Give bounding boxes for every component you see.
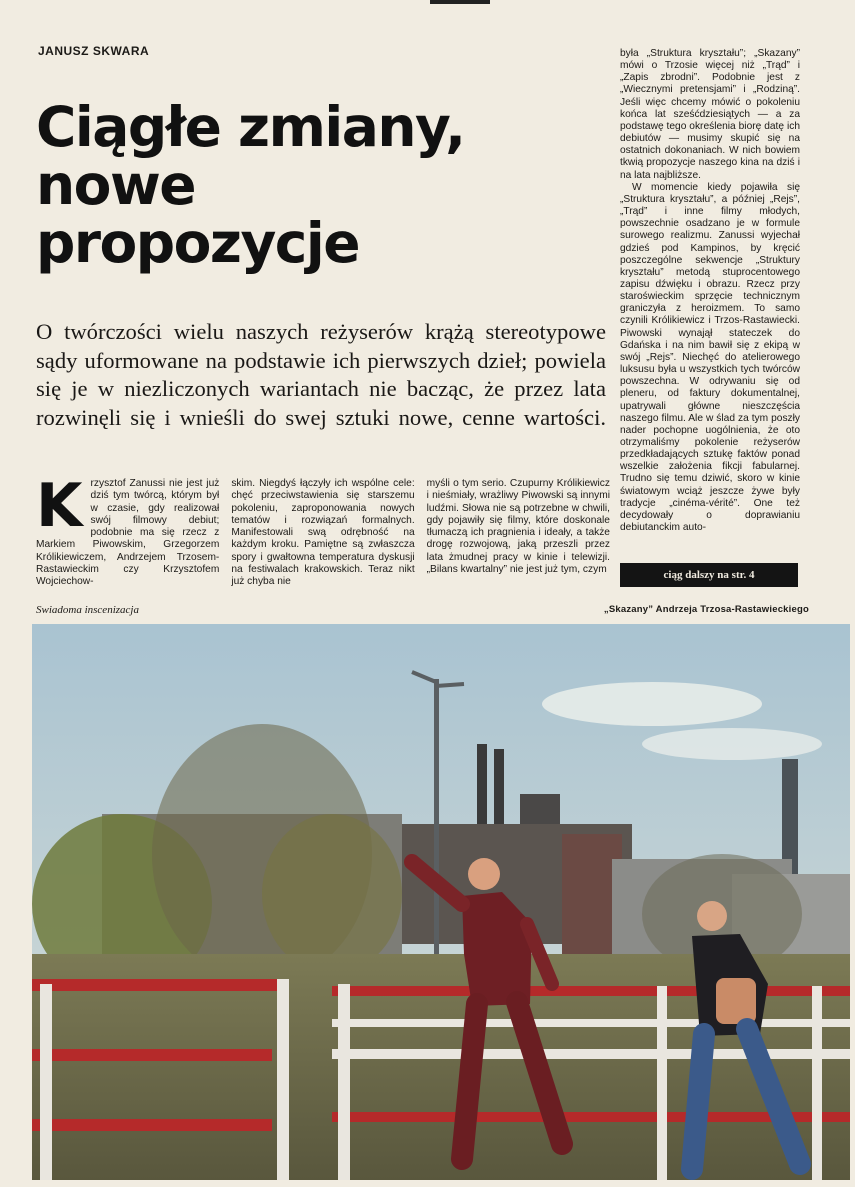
title-line-2: nowe [36, 153, 196, 217]
photo-caption-left: Swiadoma inscenizacja [36, 604, 139, 616]
right-column-paragraph-1: była „Struktura kryształu”; „Skazany” mówi o Trzosie więcej niż „Trąd” i „Zapis zbrodni”. Podobnie jest z „Wiecznymi pretensjami” i „Rodziną”. Jeśli więc chcemy mówić o pokoleniu końca lat sześćdziesiątych — a za podstawę tego określenia biorę datę ich debiutów — musimy skupić się na ostatnich dokonaniach. W nich bowiem tkwią propozycje naszego kina na dziś i na lata najbliższe. [620, 48, 800, 181]
body-column-1 [36, 478, 219, 590]
article-lead: O twórczości wielu naszych reżyserów krążą stereotypowe sądy uformowane na podstawie ich pierwszych dzieł; powiela się je w niezliczonych wariantach nie bacząc, że przez lata rozwinęli się i wnieśli do swej sztuki nowe, cenne wartości. [36, 319, 606, 430]
article-title [36, 95, 596, 275]
drop-cap: K [36, 478, 83, 541]
body-columns [36, 478, 610, 590]
continued-on-page-banner: ciąg dalszy na str. 4 [620, 563, 798, 587]
cloud [642, 728, 822, 760]
cloud [542, 682, 762, 726]
title-line-3: propozycje [36, 211, 360, 275]
top-edge-mark [430, 0, 490, 4]
film-still-illustration [32, 624, 850, 1180]
author-name: JANUSZ SKWARA [38, 44, 150, 58]
right-column-paragraph-2: W momencie kiedy pojawiła się „Struktura kryształu”, a później „Rejs”, „Trąd” i inne filmy młodych, powszechnie osadzano je w formule surowego realizmu. Zanussi wyjechał gdzieś pod Kampinos, by kręcić poszczególne sekwencje „Struktury kryształu” metodą stuprocentowego zapisu dźwięku i obrazu. Rzecz przy staroświeckim sprzęcie technicznym graniczyła z heroizmem. To samo czynili Królikiewicz i Trzos-Rastawiecki. Piwowski wynajął stateczek do Gdańska i na nim bawił się z ekipą w swój „Rejs”. Niechęć do atelierowego luksusu była u wszystkich tych twórców powszechna. W odrywaniu się od pleneru, od faktury dokumentalnej, upatrywali główne nieszczęścia naszego filmu. Ale w ślad za tym poszły nader pochopne uogólnienia, że oto otrzymaliśmy pokolenie reżyserów przedkładających sztukę faktów ponad wszelkie założenia fikcji fabularnej. Trudno się temu dziwić, skoro w kinie światowym wciąż jeszcze żywe były tradycje „cinéma-vérité”. One też decydowały o doprawianiu debiutanckim auto- [620, 181, 800, 534]
title-line-1: Ciągłe zmiany, [36, 95, 465, 159]
right-column [620, 48, 800, 548]
body-column-1-text: rzysztof Zanussi nie jest już dziś tym twórcą, którym był w czasie, gdy realizował swój filmowy debiut; podobnie ma się rzecz z Markiem Piwowskim, Grzegorzem Królikiewiczem, Andrzejem Trzosem-Rastawieckim czy Krzysztofem Wojciechow- [36, 478, 220, 588]
film-still-photo [32, 624, 850, 1180]
body-column-3: myśli o tym serio. Czupurny Królikiewicz i nieśmiały, wrażliwy Piwowski są innymi ludźmi. Słowa nie są potrzebne w chwili, gdy pojawiły się filmy, które doskonale tłumaczą ich pragnienia i ideały, a także drogę rozwojową, jaką przeszli przez lata żmudnej pracy w kinie i telewizji. „Bilans kwartalny” nie jest już tym, czym [426, 478, 610, 576]
body-column-2: skim. Niegdyś łączyły ich wspólne cele: chęć przeciwstawienia się starszemu pokoleniu, zaproponowania nowych tematów i rozwiązań formalnych. Manifestowali swą odrębność na każdym kroku. Pamiętne są zwłaszcza spory i gwałtowna temperatura dyskusji na festiwalach krakowskich. Teraz nikt już chyba nie [231, 478, 415, 588]
photo-caption-right: „Skazany” Andrzeja Trzosa-Rastawieckiego [603, 604, 809, 615]
